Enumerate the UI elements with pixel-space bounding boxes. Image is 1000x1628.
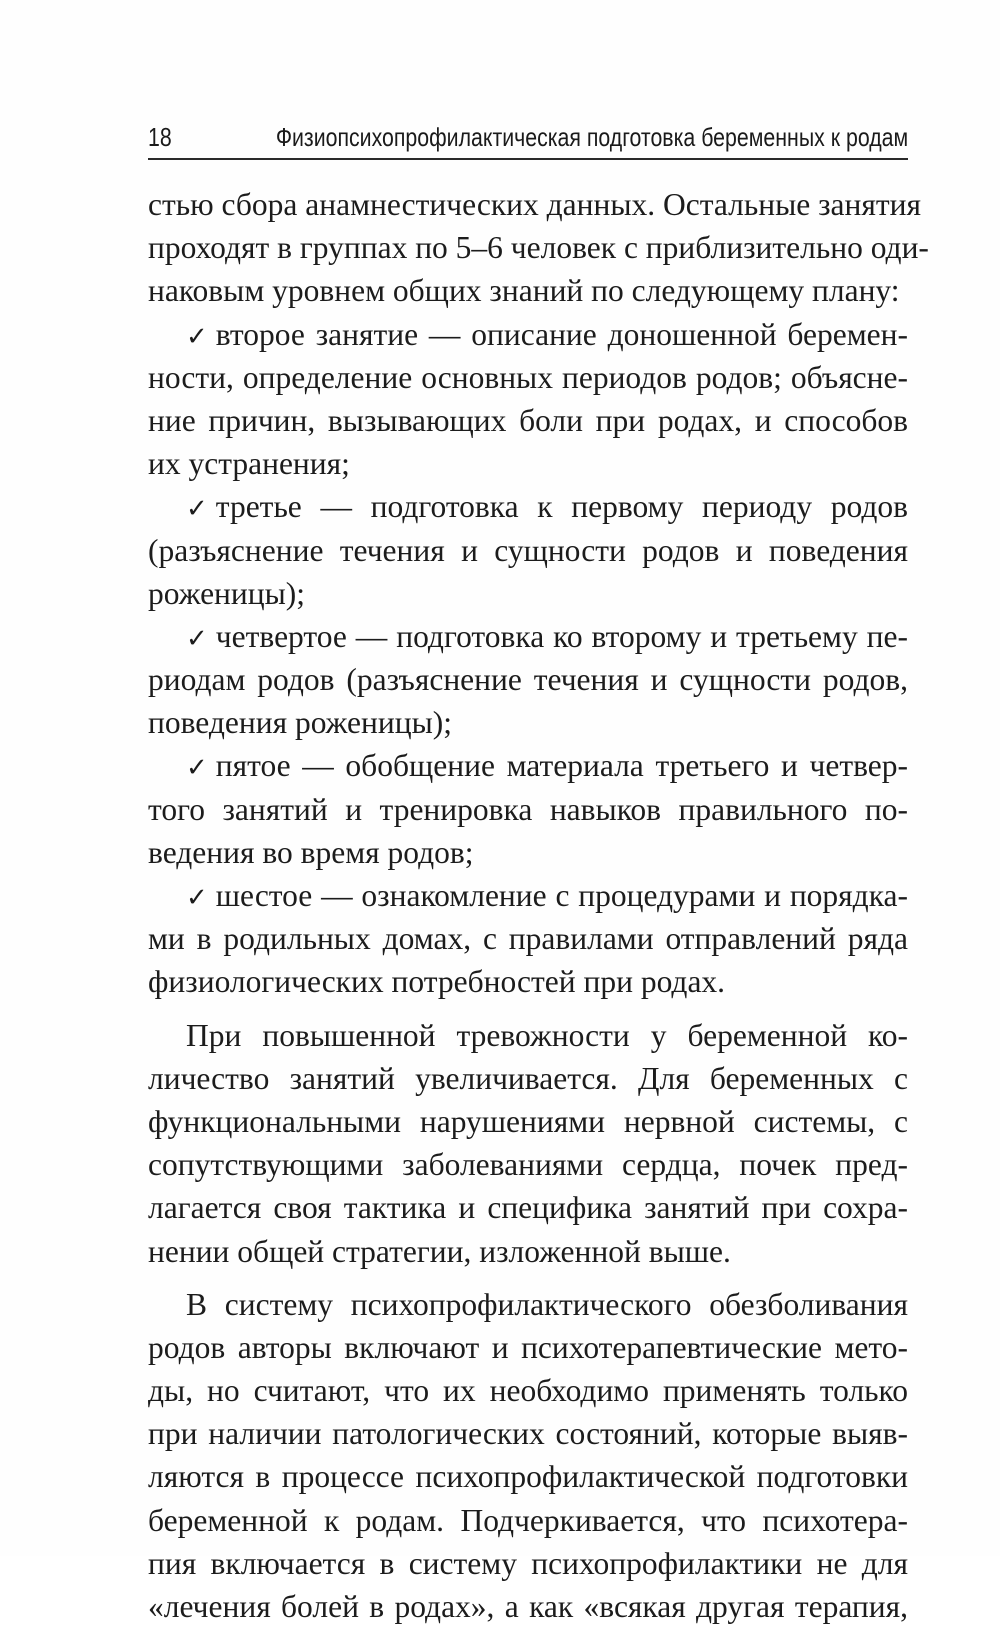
text-line: функциональными нарушениями нервной системы, с <box>148 1103 908 1139</box>
text-line: родов авторы включают и психотерапевтические мето- <box>148 1329 908 1365</box>
list-item-text: третье — подготовка к первому периоду родов <box>215 489 908 525</box>
checkmark-icon: ✓ <box>186 321 208 352</box>
list-item-text: шестое — ознакомление с процедурами и порядка- <box>215 878 908 913</box>
text-line: поведения роженицы); <box>148 705 452 741</box>
text-line: пия включается в систему психопрофилактики не для <box>148 1545 908 1581</box>
text-line: физиологических потребностей при родах. <box>148 964 726 1000</box>
list-item-text: второе занятие — описание доношенной беремен- <box>215 316 908 352</box>
text-line: их устранения; <box>148 446 350 482</box>
text-line: ляются в процессе психопрофилактической подготовки <box>148 1459 908 1495</box>
text-line: беременной к родам. Подчеркивается, что психотера- <box>148 1502 908 1538</box>
text-line: ности, определение основных периодов родов; объясне- <box>148 359 908 395</box>
text-line: лагается своя тактика и специфика занятий при сохра- <box>148 1190 908 1226</box>
running-title: Физиопсихопрофилактическая подготовка беременных к родам <box>275 122 908 152</box>
list-item-line <box>148 874 908 917</box>
checkmark-icon: ✓ <box>186 623 208 654</box>
text-line: роженицы); <box>148 575 306 611</box>
list-item-text: четвертое — подготовка ко второму и третьему пе- <box>215 618 908 654</box>
checkmark-icon: ✓ <box>186 883 208 913</box>
text-line: сопутствующими заболеваниями сердца, почек пред- <box>148 1147 908 1183</box>
page-header <box>148 118 908 162</box>
list-item-line <box>148 744 908 787</box>
text-line: «лечения болей в родах», а как «всякая другая терапия, <box>148 1589 908 1624</box>
header-rule <box>148 158 908 160</box>
body-text <box>148 183 929 1628</box>
text-line: нении общей стратегии, изложенной выше. <box>148 1233 731 1269</box>
checkmark-icon: ✓ <box>186 494 208 525</box>
text-line: (разъяснение течения и сущности родов и поведения <box>148 532 908 568</box>
text-line: наковым уровнем общих знаний по следующему плану: <box>148 273 900 309</box>
text-line: риодам родов (разъяснение течения и сущности родов, <box>148 662 908 698</box>
list-item-line <box>148 313 908 356</box>
text-line: ние причин, вызывающих боли при родах, и способов <box>148 402 908 438</box>
list-item-text: пятое — обобщение материала третьего и четвер- <box>215 748 908 784</box>
paragraph-first-line: В систему психопрофилактического обезболивания <box>186 1286 908 1322</box>
text-line: ды, но считают, что их необходимо применять только <box>148 1373 908 1409</box>
text-line: ми в родильных домах, с правилами отправлений ряда <box>148 921 908 957</box>
list-item-line <box>148 615 908 658</box>
text-line: при наличии патологических состояний, которые выяв- <box>148 1416 908 1452</box>
text-line: личество занятий увеличивается. Для беременных с <box>148 1060 908 1096</box>
paragraph-first-line: При повышенной тревожности у беременной ко- <box>186 1017 908 1053</box>
list-item-line <box>148 485 908 528</box>
text-line: ведения во время родов; <box>148 834 474 870</box>
page-number: 18 <box>148 122 172 152</box>
text-line: того занятий и тренировка навыков правильного по- <box>148 791 908 827</box>
text-line: проходят в группах по 5–6 человек с приблизительно оди- <box>148 230 929 266</box>
checkmark-icon: ✓ <box>186 753 208 784</box>
text-line: стью сбора анамнестических данных. Остальные занятия <box>148 187 921 222</box>
